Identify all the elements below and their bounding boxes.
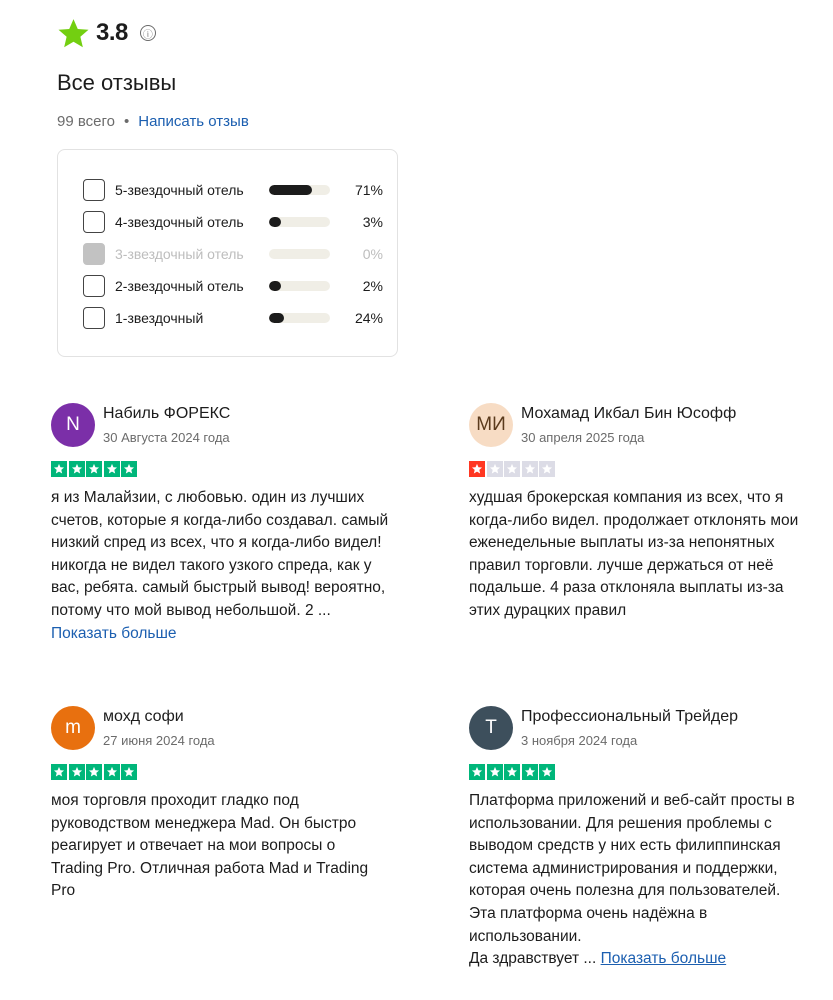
filter-percent: 3% [362, 214, 383, 230]
star-icon [469, 764, 485, 780]
show-more-link[interactable]: Показать больше [51, 624, 177, 642]
star-icon [504, 461, 520, 477]
review-text: моя торговля проходит гладко под руководством менеджера Mad. Он быстро реагирует и отвечает на мои вопросы о Trading Pro. Отличная работа Mad и Trading Pro [51, 792, 369, 900]
filter-bar-fill [269, 313, 284, 323]
star-icon [121, 764, 137, 780]
filter-bar [269, 249, 330, 259]
filter-checkbox[interactable] [83, 179, 105, 201]
reviewer-name[interactable]: Набиль ФОРЕКС [103, 405, 231, 422]
star-icon [539, 461, 555, 477]
filter-label: 5-звездочный отель [115, 182, 244, 198]
star-icon [51, 764, 67, 780]
rating-filter-card [57, 149, 398, 357]
show-more-link[interactable]: Показать больше [600, 950, 727, 968]
review-date: 30 апреля 2025 года [521, 430, 645, 445]
filter-checkbox[interactable] [83, 307, 105, 329]
star-icon [522, 764, 538, 780]
star-icon [469, 461, 485, 477]
filter-label: 2-звездочный отель [115, 278, 244, 294]
review-text-block [51, 790, 391, 903]
star-icon [104, 764, 120, 780]
filter-checkbox[interactable] [83, 211, 105, 233]
avatar[interactable]: T [469, 706, 513, 750]
filter-checkbox [83, 243, 105, 265]
star-icon [69, 764, 85, 780]
page-title: Все отзывы [57, 70, 177, 95]
star-icon [51, 461, 67, 477]
filter-row-3 [83, 242, 383, 266]
separator: • [123, 113, 130, 130]
filter-bar [269, 313, 330, 323]
filter-checkbox[interactable] [83, 275, 105, 297]
review-date: 27 июня 2024 года [103, 733, 215, 748]
star-rating [469, 764, 555, 780]
info-icon[interactable]: ⓘ [140, 25, 156, 41]
star-rating [51, 764, 137, 780]
filter-percent: 0% [362, 246, 383, 262]
reviewer-name[interactable]: мохд софи [103, 708, 184, 725]
star-icon [121, 461, 137, 477]
filter-percent: 71% [354, 182, 383, 198]
avatar[interactable]: N [51, 403, 95, 447]
review-text: я из Малайзии, с любовью. один из лучших счетов, которые я когда-либо создавал. самый низкий спред из всех, что я когда-либо видел! никогда не видел такого узкого спреда, как у вас, ребята. самый быстрый вывод! вероятно, потому что мой вывод небольшой. 2 ... [51, 489, 389, 619]
star-icon [522, 461, 538, 477]
avatar[interactable]: m [51, 706, 95, 750]
filter-bar [269, 217, 330, 227]
overall-rating [57, 16, 156, 50]
review-text-block [469, 790, 809, 971]
write-review-link[interactable]: Написать отзыв [138, 113, 249, 130]
star-icon [539, 764, 555, 780]
star-icon [104, 461, 120, 477]
star-icon [504, 764, 520, 780]
star-icon [487, 461, 503, 477]
review-text-block [469, 487, 809, 623]
filter-label: 3-звездочный отель [115, 246, 244, 262]
star-rating [469, 461, 555, 477]
reviewer-name[interactable]: Профессиональный Трейдер [521, 708, 739, 725]
filter-row-2[interactable] [83, 274, 383, 298]
rating-value: 3.8 [96, 19, 128, 46]
filter-bar-fill [269, 185, 312, 195]
star-icon [86, 764, 102, 780]
filter-bar-fill [269, 281, 281, 291]
reviewer-name[interactable]: Мохамад Икбал Бин Юсофф [521, 405, 737, 422]
review-text: Платформа приложений и веб-сайт просты в использовании. Для решения проблемы с выводом средств у них есть филиппинская система администрирования и поддержки, которая очень полезна для пользователей. Эта платформа очень надёжна в использовании. [469, 792, 795, 945]
star-icon [69, 461, 85, 477]
star-icon [57, 17, 90, 50]
filter-label: 4-звездочный отель [115, 214, 244, 230]
filter-bar-fill [269, 217, 281, 227]
review-text: худшая брокерская компания из всех, что я когда-либо видел. продолжает отклонять мои еженедельные выплаты из-за непонятных правил торговли. лучше держаться от неё подальше. 4 раза отклоняла выплаты из-за этих дурацких правил [469, 489, 799, 619]
filter-percent: 2% [362, 278, 383, 294]
review-date: 30 Августа 2024 года [103, 430, 230, 445]
review-date: 3 ноября 2024 года [521, 733, 638, 748]
filter-row-4[interactable] [83, 210, 383, 234]
filter-label: 1-звездочный [115, 310, 204, 326]
filter-row-5[interactable] [83, 178, 383, 202]
filter-row-1[interactable] [83, 306, 383, 330]
review-text-tail: Да здравствует ... [469, 950, 597, 968]
total-count: 99 всего [57, 113, 115, 130]
reviews-summary [57, 113, 249, 130]
star-rating [51, 461, 137, 477]
star-icon [86, 461, 102, 477]
filter-percent: 24% [354, 310, 383, 326]
filter-bar [269, 185, 330, 195]
star-icon [487, 764, 503, 780]
filter-bar [269, 281, 330, 291]
avatar[interactable]: МИ [469, 403, 513, 447]
review-text-block [51, 487, 391, 645]
